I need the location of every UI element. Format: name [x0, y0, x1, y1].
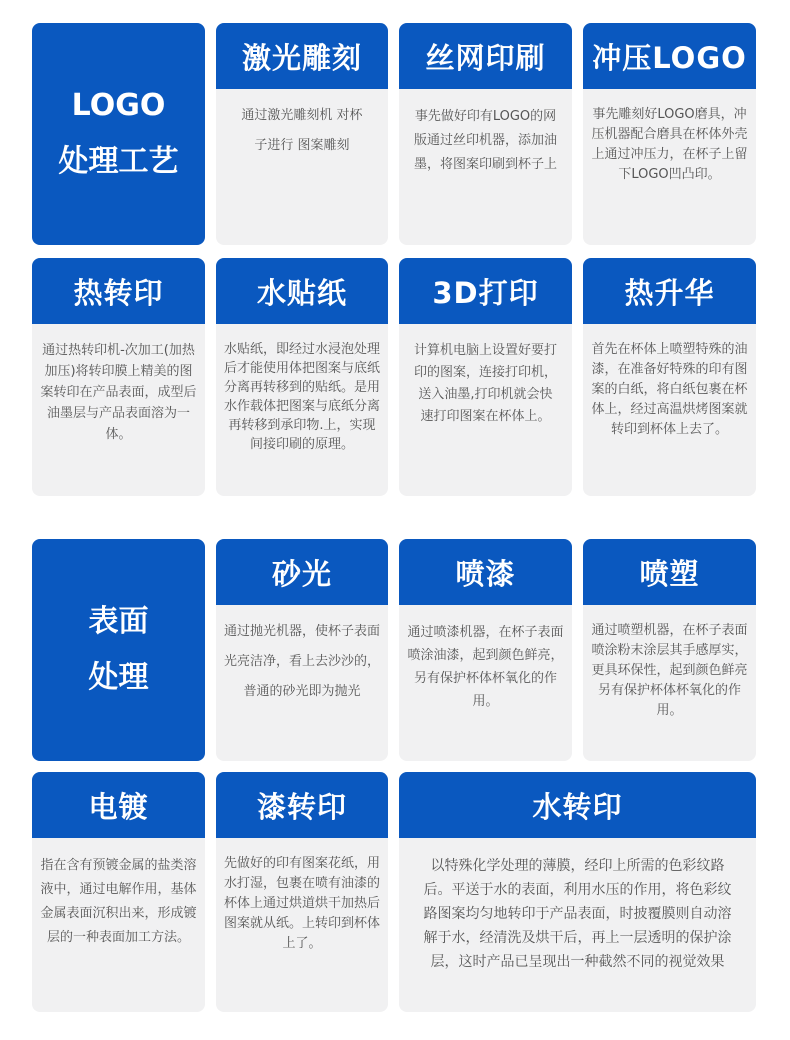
card-body: 计算机电脑上设置好要打印的图案，连接打印机，送入油墨,打印机就会快速打印图案在杯体上。 [413, 343, 557, 424]
card-title: 电镀 [32, 772, 205, 838]
card-heat-transfer [32, 258, 205, 496]
card-body: 指在含有预镀金属的盐类溶液中，通过电解作用，基体金属表面沉积出来，形成镀层的一种表面加工方法。 [40, 858, 197, 945]
section-surface-treatment-title-card [32, 539, 205, 761]
card-body: 事先雕刻好LOGO磨具，冲压机器配合磨具在杯体外壳上通过冲压力，在杯子上留下LOGO凹凸印。 [591, 107, 748, 182]
card-body: 事先做好印有LOGO的网版通过丝印机器，添加油墨，将图案印刷到杯子上 [413, 109, 557, 172]
card-water-transfer [399, 772, 756, 1012]
card-spray-paint [399, 539, 572, 761]
card-title: 激光雕刻 [216, 23, 388, 89]
card-screen-printing [399, 23, 572, 245]
card-body: 以特殊化学处理的薄膜，经印上所需的色彩纹路后。平送于水的表面，利用水压的作用，将色彩纹路图案均匀地转印于产品表面，时披覆膜则自动溶解于水，经清洗及烘干后，再上一层透明的保护涂层，这时产品已呈现出一种截然不同的视觉效果 [423, 858, 732, 970]
card-title: 砂光 [216, 539, 388, 605]
card-3d-printing [399, 258, 572, 496]
card-body: 通过喷漆机器，在杯子表面喷涂油漆，起到颜色鲜亮，另有保护杯体杯氧化的作用。 [407, 625, 564, 709]
card-body: 水贴纸，即经过水浸泡处理后才能使用体把图案与底纸分离再转移到的贴纸。是用水作载体把图案与底纸分离再转移到承印物.上，实现间接印刷的原理。 [224, 342, 381, 452]
card-stamping-logo [583, 23, 756, 245]
section-logo-process-title-card [32, 23, 205, 245]
card-title: 丝网印刷 [399, 23, 572, 89]
section-title-line1: 表面 [88, 604, 149, 639]
card-body: 先做好的印有图案花纸，用水打湿，包裹在喷有油漆的杯体上通过烘道烘干加热后图案就从纸。上转印到杯体上了。 [224, 856, 381, 951]
card-sanding [216, 539, 388, 761]
card-sublimation [583, 258, 756, 496]
card-title: 热转印 [32, 258, 205, 324]
card-body: 首先在杯体上喷塑特殊的油漆，在准备好特殊的印有图案的白纸，将白纸包裹在杯体上，经过高温烘烤图案就转印到杯体上去了。 [591, 342, 748, 437]
card-title: 水转印 [399, 772, 756, 838]
section-title-line1: LOGO [71, 88, 166, 123]
section-title-line2: 处理工艺 [58, 144, 179, 179]
card-powder-coating [583, 539, 756, 761]
card-title: 水贴纸 [216, 258, 388, 324]
card-body: 通过喷塑机器，在杯子表面喷涂粉末涂层其手感厚实，更具环保性，起到颜色鲜亮另有保护杯体杯氧化的作用。 [591, 623, 748, 718]
card-body: 通过热转印机-次加工(加热加压)将转印膜上精美的图案转印在产品表面，成型后油墨层与产品表面溶为一体。 [40, 343, 197, 442]
card-paint-transfer [216, 772, 388, 1012]
card-title: 漆转印 [216, 772, 388, 838]
card-title: 喷漆 [399, 539, 572, 605]
card-title: 喷塑 [583, 539, 756, 605]
card-title: 3D打印 [399, 258, 572, 324]
section-title-line2: 处理 [88, 660, 149, 695]
card-electroplating [32, 772, 205, 1012]
card-title: 冲压LOGO [583, 23, 756, 89]
card-title: 热升华 [583, 258, 756, 324]
card-laser-engraving [216, 23, 388, 245]
card-water-decal [216, 258, 388, 496]
card-body: 通过激光雕刻机 对杯子进行 图案雕刻 [241, 108, 363, 153]
card-body: 通过抛光机器，使杯子表面光亮洁净，看上去沙沙的，普通的砂光即为抛光 [224, 624, 381, 699]
